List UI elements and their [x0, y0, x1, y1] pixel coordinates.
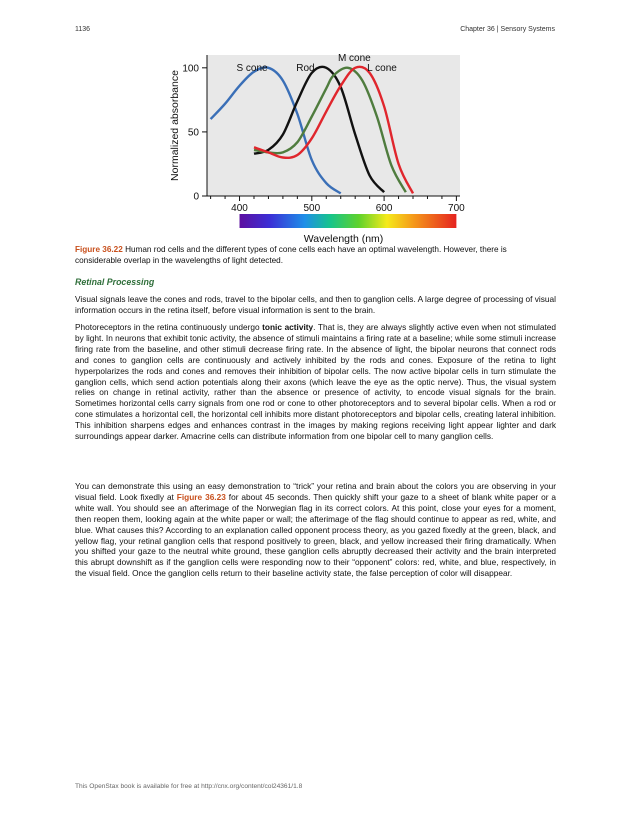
x-tick-label: 600 — [375, 203, 393, 214]
y-tick-label: 50 — [187, 127, 199, 139]
figure-caption-text: Human rod cells and the different types of cone cells each have an optimal wavelength. However, there is considerable overlap in the wavelengths of light detected. — [75, 245, 507, 265]
y-tick-label: 100 — [182, 63, 199, 75]
absorbance-chart — [160, 50, 480, 250]
x-tick-label: 400 — [231, 203, 248, 214]
page-number: 1136 — [75, 26, 91, 33]
paragraph-3-text-a: You can demonstrate this using an easy demonstration to “trick” your retina and brain about the colors you are observing in your visual field. Look fixedly at — [75, 481, 556, 502]
paragraph-2-text-a: Photoreceptors in the retina continuously undergo — [75, 322, 263, 332]
legend-label-l-cone: L cone — [367, 62, 397, 74]
x-tick-label: 700 — [448, 203, 465, 214]
x-tick-label: 500 — [303, 203, 321, 214]
figure-label: Figure 36.22 — [75, 245, 123, 254]
paragraph-3 — [75, 481, 556, 579]
paragraph-3-text-b: for about 45 seconds. Then quickly shift your gaze to a sheet of blank white paper or a white wall. You should see an afterimage of the Norwegian flag in its correct colors. At this point, close your eyes for a moment, then reopen them, looking again at the white paper or wall; the afterimage of the flag should continue to appear as red, white, and blue. What causes this? According to an explanation called opponent process theory, as you gazed fixedly at the green, black, and yellow flag, your retinal ganglion cells that respond positively to green, black, and yellow increased their firing dramatically. When you shifted your gaze to the neutral white ground, these ganglion cells abruptly decreased their activity and the brain interpreted this abrupt downshift as if the ganglion cells were responding now to their “opponent” colors: red, white, and blue, respectively, in the visual field. Once the ganglion cells return to their baseline activity state, the false perception of color will disappear. — [75, 491, 556, 579]
chapter-title: Chapter 36 | Sensory Systems — [460, 26, 555, 33]
y-axis-label: Normalized absorbance — [169, 70, 181, 181]
y-tick-label: 0 — [193, 191, 199, 203]
figure-36-22 — [160, 50, 480, 250]
paragraph-2 — [75, 322, 556, 442]
legend-label-s-cone: S cone — [236, 62, 268, 74]
term-tonic-activity: tonic activity — [262, 322, 314, 332]
figure-caption — [75, 245, 555, 266]
section-heading: Retinal Processing — [75, 277, 155, 287]
legend-label-rod: Rod — [296, 62, 315, 74]
footer-note: This OpenStax book is available for free at http://cnx.org/content/col24361/1.8 — [75, 783, 303, 790]
paragraph-2-text-b: . That is, they are always slightly active even when not stimulated by light. In neurons that exhibit tonic activity, the absence of stimuli maintains a firing rate at a baseline; while some stimuli increase firing rate from the baseline, and other stimuli decrease firing rate. In the absence of light, the bipolar neurons that connect rods and cones to ganglion cells are continuously and actively inhibited by the rods and cones. Exposure of the retina to light hyperpolarizes the rods and cones and removes their inhibition of bipolar cells. The now active bipolar cells in turn stimulate the ganglion cells, which send action potentials along their axons (which leave the eye as the optic nerve). Thus, the visual system relies on change in retinal activity, rather than the absence or presence of activity, to encode visual signals for the brain. Sometimes horizontal cells carry signals from one rod or cone to other photoreceptors and to several bipolar cells. When a rod or cone stimulates a horizontal cell, the horizontal cell inhibits more distant photoreceptors and bipolar cells, creating lateral inhibition. This inhibition sharpens edges and enhances contrast in the images by making regions receiving light appear lighter and dark surroundings appear darker. Amacrine cells can distribute information from one bipolar cell to many ganglion cells. — [75, 322, 557, 442]
figure-36-23-link[interactable]: Figure 36.23 — [176, 491, 226, 502]
spectrum-bar — [240, 214, 457, 228]
x-axis-label: Wavelength (nm) — [303, 233, 384, 245]
paragraph-1: Visual signals leave the cones and rods, travel to the bipolar cells, and then to ganglion cells. A large degree of processing of visual information occurs in the retina itself, before visual information is sent to the brain. — [75, 294, 556, 315]
legend-label-m-cone: M cone — [337, 52, 371, 64]
